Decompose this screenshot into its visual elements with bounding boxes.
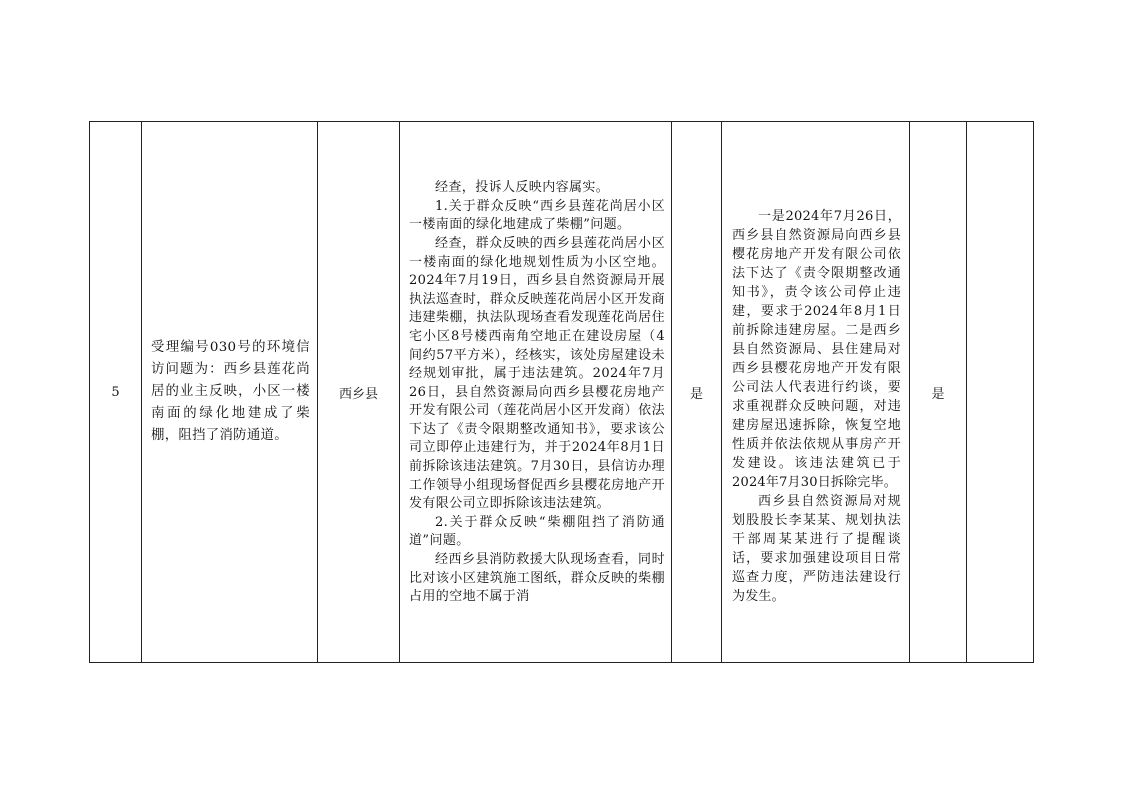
verification-paragraph: 2.关于群众反映“柴棚阻挡了消防通道”问题。 [409,514,665,549]
complaint-text: 受理编号030号的环境信访问题为：西乡县莲花尚居的业主反映，小区一楼南面的绿化地建成了柴棚，阻挡了消防通道。 [151,340,310,443]
handling-cell [722,122,910,663]
handling-paragraph: 西乡县自然资源局对规划股股长李某某、规划执法干部周某某进行了提醒谈话，要求加强建设项目日常巡查力度，严防违法建设行为发生。 [732,493,901,604]
verification-paragraph: 经查，群众反映的西乡县莲花尚居小区一楼南面的绿化地规划性质为小区空地。2024年7月19日，西乡县自然资源局开展执法巡查时，群众反映莲花尚居小区开发商违建柴棚，执法队现场查看发现莲花尚居住宅小区8号楼西南角空地正在建设房屋（4间约57平方米），经核实，该处房屋建设未经规划审批，属于违法建筑。2024年7月26日，县自然资源局向西乡县樱花房地产开发有限公司（莲花尚居小区开发商）依法下达了《责令限期整改通知书》，要求该公司立即停止违建行为，并于2024年8月1日前拆除该违法建筑。7月30日，县信访办理工作领导小组现场督促西乡县樱花房地产开发有限公司立即拆除该违法建筑。 [409,235,665,512]
verification-paragraph: 1.关于群众反映“西乡县莲花尚居小区一楼南面的绿化地建成了柴棚”问题。 [409,198,665,233]
case-table [89,121,1034,663]
verification-paragraph: 经西乡县消防救援大队现场查看，同时比对该小区建筑施工图纸，群众反映的柴棚占用的空地不属于消 [409,552,665,605]
is-resolved-cell [910,122,967,663]
verification-paragraph: 经查，投诉人反映内容属实。 [435,180,610,196]
is-true-value: 是 [689,386,703,402]
row-number-cell [90,122,142,663]
remark-cell [967,122,1034,663]
verification-cell [400,122,672,663]
row-number: 5 [111,384,120,400]
is-resolved-value: 是 [931,386,945,402]
is-true-cell [672,122,722,663]
handling-paragraph: 一是2024年7月26日，西乡县自然资源局向西乡县樱花房地产开发有限公司依法下达了《责令限期整改通知书》，责令该公司停止违建，要求于2024年8月1日前拆除违建房屋。二是西乡县自然资源局、县住建局对西乡县樱花房地产开发有限公司法人代表进行约谈，要求重视群众反映问题，对违建房屋迅速拆除，恢复空地性质并依法依规从事房产开发建设。该违法建筑已于2024年7月30日拆除完毕。 [732,208,901,490]
complaint-cell [142,122,318,663]
county-name: 西乡县 [338,386,378,402]
table-row [90,122,1034,663]
county-cell [318,122,400,663]
